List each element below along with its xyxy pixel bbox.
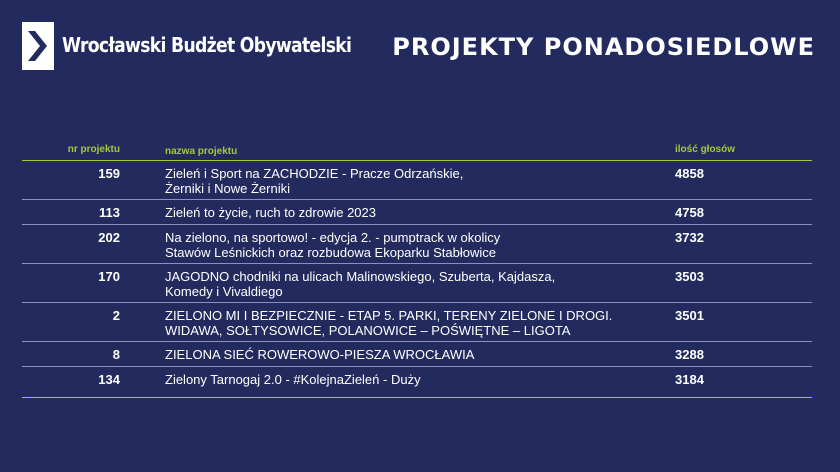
column-header-name: nazwa projektu bbox=[165, 146, 238, 157]
project-number: 202 bbox=[98, 230, 120, 245]
project-votes: 4758 bbox=[675, 205, 704, 220]
project-name bbox=[165, 269, 675, 302]
project-votes: 3503 bbox=[675, 269, 704, 284]
project-name-line: ZIELONA SIEĆ ROWEROWO-PIESZA WROCŁAWIA bbox=[165, 347, 475, 362]
projects-table bbox=[22, 144, 812, 398]
table-row bbox=[22, 161, 812, 200]
column-header-votes: ilość głosów bbox=[675, 144, 736, 155]
project-name-line: ZIELONO MI I BEZPIECZNIE - ETAP 5. PARKI, TERENY ZIELONE I DROGI. bbox=[165, 308, 613, 323]
project-votes: 3184 bbox=[675, 372, 704, 387]
project-name-line: Komedy i Vivaldiego bbox=[165, 284, 283, 299]
project-name bbox=[165, 372, 675, 397]
project-name-line: Na zielono, na sportowo! - edycja 2. - pumptrack w okolicy bbox=[165, 230, 501, 245]
project-name-line: Zieleń i Sport na ZACHODZIE - Pracze Odrzańskie, bbox=[165, 166, 464, 181]
project-name bbox=[165, 205, 675, 224]
project-number: 2 bbox=[112, 308, 120, 323]
table-row bbox=[22, 264, 812, 303]
project-name-line: Żerniki i Nowe Żerniki bbox=[165, 181, 290, 196]
project-name-line: Zielony Tarnogaj 2.0 - #KolejnaZieleń - Duży bbox=[165, 372, 421, 387]
project-number: 159 bbox=[98, 166, 120, 181]
project-number: 113 bbox=[99, 205, 120, 220]
project-name-line: WIDAWA, SOŁTYSOWICE, POLANOWICE – POŚWIĘTNE – LIGOTA bbox=[165, 323, 571, 338]
table-row bbox=[22, 200, 812, 225]
table-row bbox=[22, 303, 812, 342]
table-row bbox=[22, 367, 812, 398]
project-number: 170 bbox=[98, 269, 120, 284]
chevron-right-icon bbox=[22, 22, 54, 70]
project-name bbox=[165, 230, 675, 263]
column-header-number: nr projektu bbox=[67, 144, 120, 155]
project-votes: 3732 bbox=[675, 230, 704, 245]
project-name bbox=[165, 166, 675, 199]
project-name-line: Zieleń to życie, ruch to zdrowie 2023 bbox=[165, 205, 376, 220]
table-row bbox=[22, 342, 812, 367]
project-votes: 3501 bbox=[675, 308, 704, 323]
logo bbox=[22, 22, 54, 70]
project-votes: 4858 bbox=[675, 166, 704, 181]
project-number: 8 bbox=[112, 347, 120, 362]
project-votes: 3288 bbox=[675, 347, 704, 362]
project-name bbox=[165, 347, 675, 366]
project-name-line: Stawów Leśnickich oraz rozbudowa Ekoparku Stabłowice bbox=[165, 245, 496, 260]
table-header bbox=[22, 144, 812, 161]
page-title: PROJEKTY PONADOSIEDLOWE bbox=[392, 33, 815, 61]
project-name bbox=[165, 308, 675, 341]
logo-text: Wrocławski Budżet Obywatelski bbox=[62, 33, 352, 57]
project-name-line: JAGODNO chodniki na ulicach Malinowskiego, Szuberta, Kajdasza, bbox=[165, 269, 556, 284]
table-row bbox=[22, 225, 812, 264]
project-number: 134 bbox=[98, 372, 120, 387]
